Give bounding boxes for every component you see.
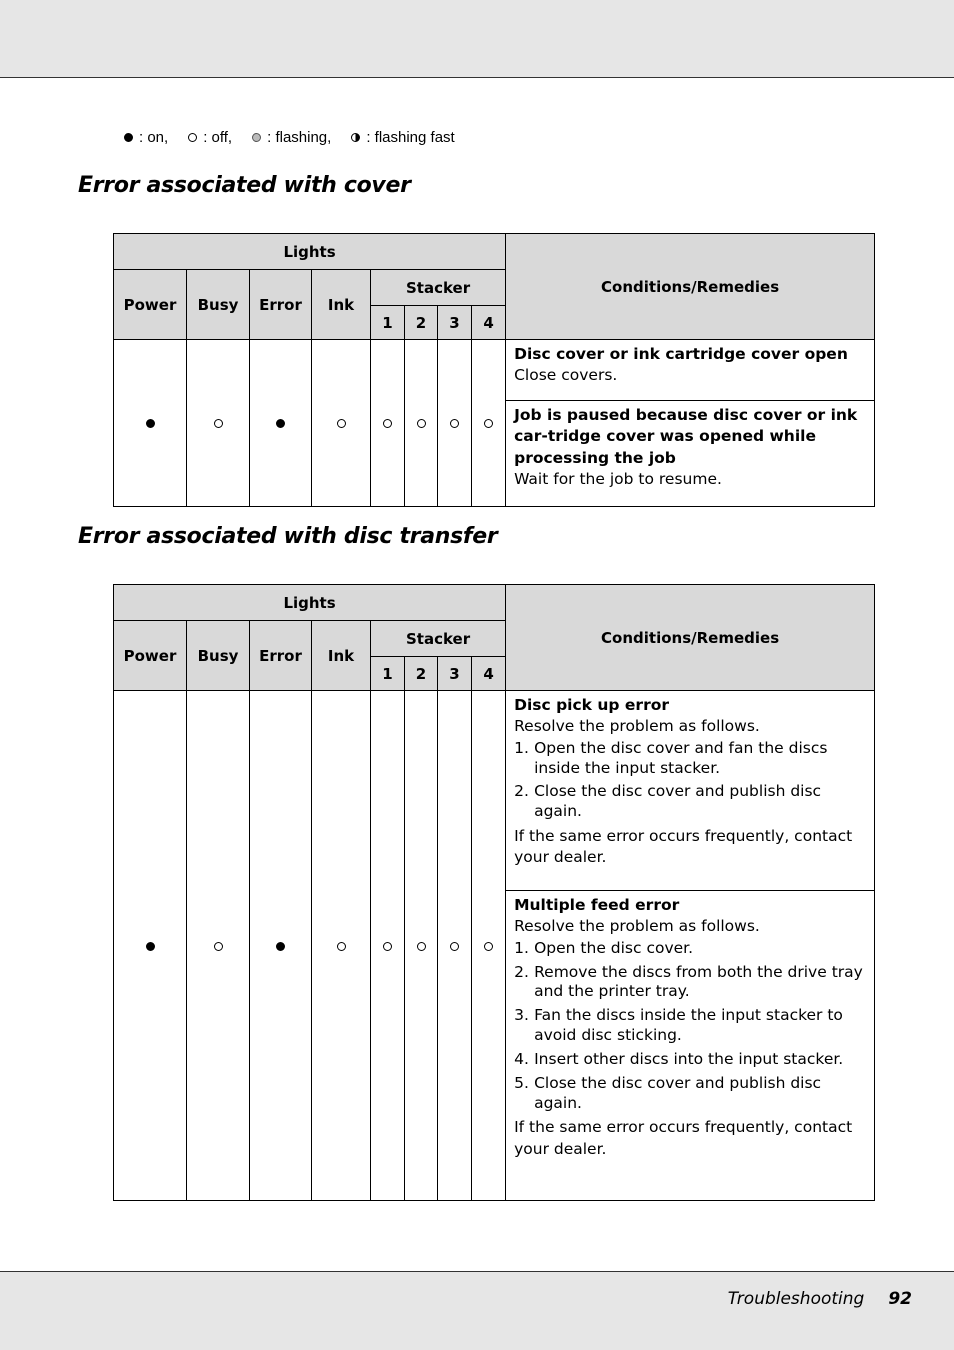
light-on-icon xyxy=(276,419,285,428)
header-band xyxy=(0,0,954,78)
remedy-step: 5. Close the disc cover and publish disc again. xyxy=(514,1074,866,1114)
light-on-icon xyxy=(276,942,285,951)
light-legend xyxy=(124,129,455,146)
light-flashing-icon xyxy=(252,133,261,142)
section-title-cover: Error associated with cover xyxy=(78,173,411,198)
lights-header: Lights xyxy=(114,585,506,621)
remedy-step: 3. Fan the discs inside the input stacker to avoid disc sticking. xyxy=(514,1006,866,1046)
footer-section: Troubleshooting xyxy=(727,1289,865,1309)
conditions-header: Conditions/Remedies xyxy=(506,234,875,340)
remedy-step-text: Remove the discs from both the drive tray and the printer tray. xyxy=(534,962,863,1001)
light-cell xyxy=(371,340,405,507)
condition-cell xyxy=(506,691,875,891)
stacker-s3-header: 3 xyxy=(438,306,472,340)
light-cell xyxy=(312,340,371,507)
light-on-icon xyxy=(146,419,155,428)
light-cell xyxy=(438,340,472,507)
light-cell xyxy=(114,340,187,507)
disc-transfer-error-table xyxy=(113,584,875,1201)
remedy-steps xyxy=(514,739,866,822)
power-header: Power xyxy=(114,270,187,340)
legend-label: : off, xyxy=(203,129,233,146)
footer xyxy=(728,1289,912,1309)
condition-title: Multiple feed error xyxy=(514,896,680,914)
light-off-icon xyxy=(214,942,223,951)
condition-title: Disc cover or ink cartridge cover open xyxy=(514,345,848,363)
condition-cell xyxy=(506,340,875,401)
light-cell xyxy=(472,340,506,507)
condition-cell xyxy=(506,891,875,1201)
light-off-icon xyxy=(337,419,346,428)
condition-title: Disc pick up error xyxy=(514,696,670,714)
stacker-s4-header: 4 xyxy=(472,306,506,340)
light-off-icon xyxy=(383,942,392,951)
remedy-step-text: Open the disc cover. xyxy=(534,938,694,957)
light-off-icon xyxy=(214,419,223,428)
light-flashing-fast-icon xyxy=(351,133,360,142)
legend-label: : on, xyxy=(139,129,169,146)
stacker-header: Stacker xyxy=(371,621,506,657)
stacker-s1-header: 1 xyxy=(371,306,405,340)
legend-label: : flashing, xyxy=(267,129,332,146)
light-cell xyxy=(187,691,250,1201)
light-off-icon xyxy=(188,133,197,142)
legend-label: : flashing fast xyxy=(366,129,455,146)
condition-remedy: Wait for the job to resume. xyxy=(514,470,722,489)
light-on-icon xyxy=(124,133,133,142)
light-cell xyxy=(405,340,438,507)
remedy-step: 1. Open the disc cover. xyxy=(514,938,694,957)
power-header: Power xyxy=(114,621,187,691)
light-cell xyxy=(250,340,312,507)
stacker-header: Stacker xyxy=(371,270,506,306)
busy-header: Busy xyxy=(187,270,250,340)
condition-remedy: Close covers. xyxy=(514,366,618,385)
footer-band xyxy=(0,1271,954,1350)
light-off-icon xyxy=(450,419,459,428)
remedy-step-text: Insert other discs into the input stacker. xyxy=(534,1049,844,1068)
light-cell xyxy=(114,691,187,1201)
light-on-icon xyxy=(146,942,155,951)
stacker-s1-header: 1 xyxy=(371,657,405,691)
remedy-step: 1. Open the disc cover and fan the discs inside the input stacker. xyxy=(514,739,866,779)
remedy-steps xyxy=(514,939,866,1114)
remedy-step: 2. Remove the discs from both the drive tray and the printer tray. xyxy=(514,963,866,1003)
light-off-icon xyxy=(337,942,346,951)
light-cell xyxy=(312,691,371,1201)
stacker-s4-header: 4 xyxy=(472,657,506,691)
page-number: 92 xyxy=(888,1289,912,1309)
remedy-step-text: Close the disc cover and publish disc again. xyxy=(534,1073,822,1112)
light-off-icon xyxy=(383,419,392,428)
error-header: Error xyxy=(250,270,312,340)
remedy-step-text: Fan the discs inside the input stacker to avoid disc sticking. xyxy=(534,1006,843,1045)
remedy-step-text: Close the disc cover and publish disc again. xyxy=(534,782,822,821)
busy-header: Busy xyxy=(187,621,250,691)
remedy-step: 4. Insert other discs into the input stacker. xyxy=(514,1049,844,1068)
condition-remedy: Resolve the problem as follows. xyxy=(514,917,760,936)
stacker-s3-header: 3 xyxy=(438,657,472,691)
remedy-step-text: Open the disc cover and fan the discs inside the input stacker. xyxy=(534,738,828,777)
remedy-note: If the same error occurs frequently, contact your dealer. xyxy=(514,1118,853,1158)
light-cell xyxy=(250,691,312,1201)
light-cell xyxy=(438,691,472,1201)
light-off-icon xyxy=(450,942,459,951)
ink-header: Ink xyxy=(312,270,371,340)
light-cell xyxy=(187,340,250,507)
light-off-icon xyxy=(484,942,493,951)
stacker-s2-header: 2 xyxy=(405,306,438,340)
error-header: Error xyxy=(250,621,312,691)
stacker-s2-header: 2 xyxy=(405,657,438,691)
section-title-disc-transfer: Error associated with disc transfer xyxy=(78,524,498,549)
lights-header: Lights xyxy=(114,234,506,270)
condition-cell xyxy=(506,401,875,507)
remedy-step: 2. Close the disc cover and publish disc again. xyxy=(514,782,866,822)
light-cell xyxy=(405,691,438,1201)
light-off-icon xyxy=(417,419,426,428)
light-off-icon xyxy=(417,942,426,951)
conditions-header: Conditions/Remedies xyxy=(506,585,875,691)
light-cell xyxy=(371,691,405,1201)
light-off-icon xyxy=(484,419,493,428)
condition-title: Job is paused because disc cover or ink car-tridge cover was opened while processing the job xyxy=(514,406,858,467)
table-row xyxy=(114,340,875,401)
remedy-note: If the same error occurs frequently, contact your dealer. xyxy=(514,827,853,867)
ink-header: Ink xyxy=(312,621,371,691)
cover-error-table xyxy=(113,233,875,507)
table-row xyxy=(114,691,875,891)
light-cell xyxy=(472,691,506,1201)
condition-remedy: Resolve the problem as follows. xyxy=(514,717,760,736)
